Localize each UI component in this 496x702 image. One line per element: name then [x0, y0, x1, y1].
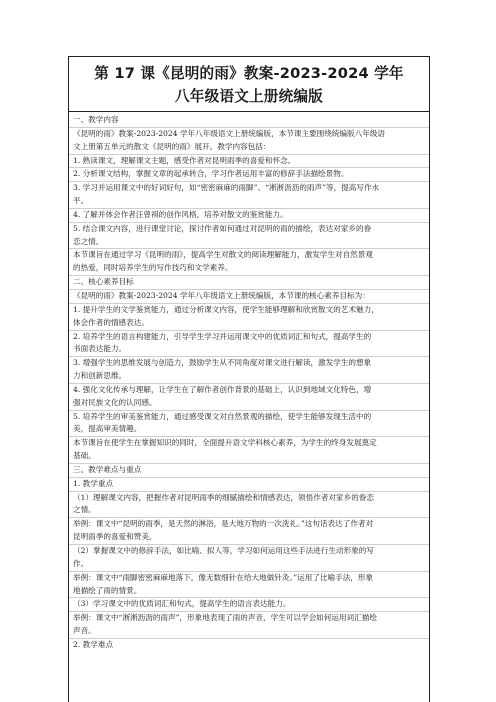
text-line: 之情。	[73, 505, 96, 515]
text-line: 《昆明的雨》教案-2023-2024 学年八年级语文上册统编版，本节课主要围绕统编版八年级语	[73, 128, 385, 138]
document-title-line-1: 第 17 课《昆明的雨》教案-2023-2024 学年	[94, 65, 404, 82]
text-line: 本节课旨在使学生在掌握知识的同时，全面提升语文学科核心素养，为学生的终身发展奠定	[73, 438, 377, 448]
text-line: 平。	[73, 196, 89, 206]
text-line: 的热爱，同时培养学生的写作技巧和文学素养。	[73, 263, 233, 273]
text-line: 三、教学难点与重点	[73, 464, 142, 474]
text-line: 美，提高审美情趣。	[73, 424, 142, 434]
text-line: 1. 熟读课文，理解课文主题，感受作者对昆明雨季的喜爱和怀念。	[73, 155, 296, 165]
document-page	[68, 56, 430, 702]
text-line: 一、教学内容	[73, 115, 119, 124]
text-line: 3. 增强学生的思维发展与创造力，鼓励学生从不同角度对课文进行解读，激发学生的想象	[73, 358, 372, 368]
text-line: 力和创新思维。	[73, 371, 127, 381]
text-line: （2）掌握课文中的修辞手法，如比喻、拟人等，学习如何运用这些手法进行生动形象的写	[73, 546, 374, 555]
text-line: 作。	[73, 558, 89, 568]
text-line: 举例：课文中“雨脚密密麻麻地落下，像无数细针在给大地做针灸。”运用了比喻手法，形象	[73, 572, 374, 582]
text-line: 体会作者的情感表达。	[73, 317, 149, 327]
text-line: 本节课旨在通过学习《昆明的雨》，提高学生对散文的阅读理解能力，激发学生对自然景观	[73, 250, 373, 260]
text-line: 昆明雨季的喜爱和赞美。	[73, 532, 157, 542]
text-line: 文上册第五单元的散文《昆明的雨》展开。教学内容包括：	[73, 141, 271, 151]
text-line: 3. 学习并运用课文中的好词好句，如“密密麻麻的雨脚”、“淅淅沥沥的雨声”等，提高写作水	[73, 183, 380, 193]
text-line: 2. 教学难点	[73, 639, 114, 649]
document-title	[69, 57, 429, 112]
text-line: 2. 培养学生的语言构建能力，引导学生学习并运用课文中的优质词汇和句式，提高学生的	[73, 331, 372, 341]
document-body	[69, 112, 429, 652]
text-line: 恋之情。	[73, 236, 104, 246]
text-line: 5. 培养学生的审美鉴赏能力，通过感受课文对自然景观的描绘，使学生能够发现生活中的	[73, 411, 372, 421]
text-line: （1）理解课文内容，把握作者对昆明雨季的细腻描绘和情感表达，领悟作者对家乡的眷恋	[73, 492, 374, 502]
text-line: 1. 教学重点	[73, 478, 114, 488]
text-line: 声音。	[73, 626, 96, 636]
text-line: 基础。	[73, 451, 96, 461]
text-line: 地描绘了雨的情景。	[73, 585, 142, 595]
text-line: （3）学习课文中的优质词汇和句式，提高学生的语言表达能力。	[73, 599, 291, 609]
text-line: 1. 提升学生的文学鉴赏能力，通过分析课文内容，使学生能够理解和欣赏散文的艺术魅力，	[73, 304, 379, 314]
text-line: 举例：课文中“昆明的雨季，是天然的淋浴，是大地万物的一次洗礼。”这句话表达了作者对	[73, 519, 374, 529]
document-title-line-2: 八年级语文上册统编版	[175, 88, 323, 105]
text-line: 2. 分析课文结构，掌握文章的起承转合，学习作者运用丰富的修辞手法描绘景物。	[73, 169, 349, 179]
text-line: 4. 了解并体会作者汪曾祺的创作风格，培养对散文的鉴赏能力。	[73, 209, 288, 219]
text-line: 二、核心素养目标	[73, 277, 134, 287]
text-line: 4. 强化文化传承与理解，让学生在了解作者创作背景的基础上，认识到地域文化特色，增	[73, 384, 372, 394]
text-line: 《昆明的雨》教案-2023-2024 学年八年级语文上册统编版，本节课的核心素养目标为：	[73, 290, 370, 300]
text-line: 5. 结合课文内容，进行课堂讨论，探讨作者如何通过对昆明的雨的描绘，表达对家乡的眷	[73, 223, 372, 233]
text-line: 举例：课文中“淅淅沥沥的雨声”，形象地表现了雨的声音，学生可以学会如何运用词汇描绘	[73, 613, 377, 623]
text-line: 强对民族文化的认同感。	[73, 397, 157, 407]
text-line: 书面表达能力。	[73, 344, 127, 354]
